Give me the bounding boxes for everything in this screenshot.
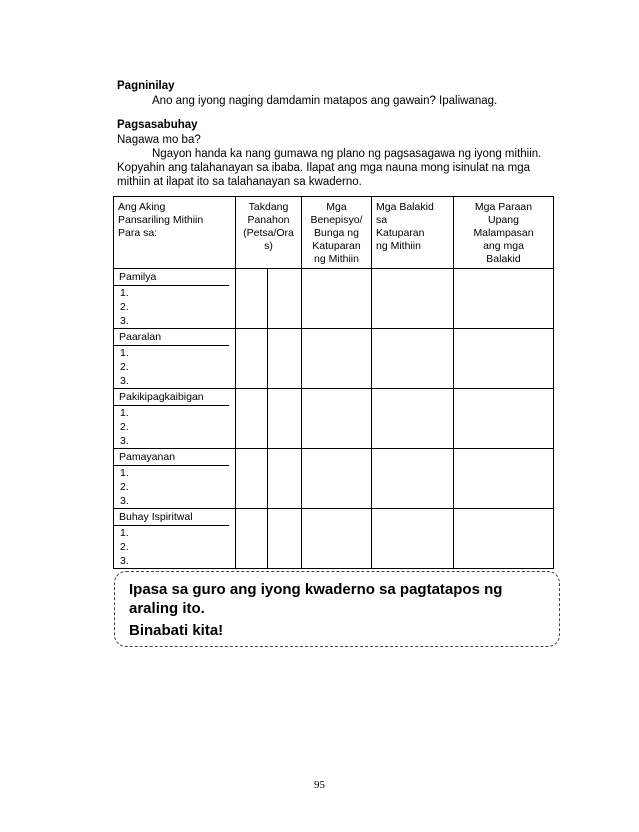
callout-line-2: araling ito.	[129, 600, 205, 617]
pagninilay-heading: Pagninilay	[117, 80, 175, 92]
empty-cell	[454, 269, 554, 329]
empty-cell	[268, 449, 302, 509]
empty-cell	[236, 509, 268, 569]
empty-cell	[236, 449, 268, 509]
item-number: 3.	[120, 555, 129, 567]
item-number: 3.	[120, 315, 129, 327]
header-takdang-panahon: Takdang Panahon (Petsa/Ora s)	[236, 197, 302, 269]
category-name: Buhay Ispiritwal	[114, 509, 229, 526]
item-number: 2.	[120, 541, 129, 553]
table-row-pamayanan	[114, 449, 554, 509]
item-number: 2.	[120, 421, 129, 433]
category-cell	[114, 449, 236, 509]
pagsasabuhay-heading: Pagsasabuhay	[117, 119, 198, 131]
item-number: 3.	[120, 435, 129, 447]
table-row-pamilya	[114, 269, 554, 329]
empty-cell	[236, 389, 268, 449]
pagsasabuhay-line-3: Kopyahin ang talahanayan sa ibaba. Ilapat ang mga nauna mong isinulat na mga	[117, 162, 531, 174]
item-number: 1.	[120, 527, 129, 539]
empty-cell	[372, 509, 454, 569]
category-name: Pamayanan	[114, 449, 229, 466]
table-row-buhay-ispiritwal	[114, 509, 554, 569]
empty-cell	[372, 329, 454, 389]
empty-cell	[302, 449, 372, 509]
empty-cell	[268, 389, 302, 449]
item-number: 3.	[120, 495, 129, 507]
empty-cell	[372, 269, 454, 329]
table-row-paaralan	[114, 329, 554, 389]
empty-cell	[268, 509, 302, 569]
header-balakid: Mga Balakid sa Katuparan ng Mithiin	[372, 197, 454, 269]
pagsasabuhay-line-1: Nagawa mo ba?	[117, 134, 201, 146]
header-paraan: Mga Paraan Upang Malampasan ang mga Balakid	[454, 197, 554, 269]
category-cell	[114, 269, 236, 329]
pagninilay-question: Ano ang iyong naging damdamin matapos ang gawain? Ipaliwanag.	[152, 95, 498, 107]
category-cell	[114, 389, 236, 449]
item-number: 3.	[120, 375, 129, 387]
item-number: 1.	[120, 407, 129, 419]
empty-cell	[372, 389, 454, 449]
table-row-pakikipagkaibigan	[114, 389, 554, 449]
category-cell	[114, 509, 236, 569]
page-number: 95	[314, 779, 325, 791]
empty-cell	[454, 389, 554, 449]
pagsasabuhay-line-2: Ngayon handa ka nang gumawa ng plano ng pagsasagawa ng iyong mithiin.	[152, 148, 542, 160]
empty-cell	[454, 509, 554, 569]
empty-cell	[302, 329, 372, 389]
item-number: 1.	[120, 287, 129, 299]
item-number: 2.	[120, 301, 129, 313]
empty-cell	[236, 269, 268, 329]
empty-cell	[268, 329, 302, 389]
empty-cell	[454, 449, 554, 509]
table-header-row	[114, 197, 554, 269]
empty-cell	[236, 329, 268, 389]
empty-cell	[302, 509, 372, 569]
empty-cell	[268, 269, 302, 329]
plan-table	[113, 196, 554, 569]
item-number: 1.	[120, 467, 129, 479]
category-name: Pamilya	[114, 269, 229, 286]
empty-cell	[302, 269, 372, 329]
item-number: 2.	[120, 361, 129, 373]
empty-cell	[302, 389, 372, 449]
item-number: 1.	[120, 347, 129, 359]
header-pansariling-mithiin: Ang Aking Pansariling Mithiin Para sa:	[114, 197, 236, 269]
reminder-callout-box	[114, 571, 560, 647]
callout-line-3: Binabati kita!	[129, 622, 224, 639]
category-name: Paaralan	[114, 329, 229, 346]
header-benepisyo: Mga Benepisyo/ Bunga ng Katuparan ng Mithiin	[302, 197, 372, 269]
empty-cell	[372, 449, 454, 509]
item-number: 2.	[120, 481, 129, 493]
pagsasabuhay-line-4: mithiin at ilapat ito sa talahanayan sa kwaderno.	[117, 176, 362, 188]
category-name: Pakikipagkaibigan	[114, 389, 229, 406]
category-cell	[114, 329, 236, 389]
callout-line-1: Ipasa sa guro ang iyong kwaderno sa pagtatapos ng	[129, 581, 503, 598]
empty-cell	[454, 329, 554, 389]
